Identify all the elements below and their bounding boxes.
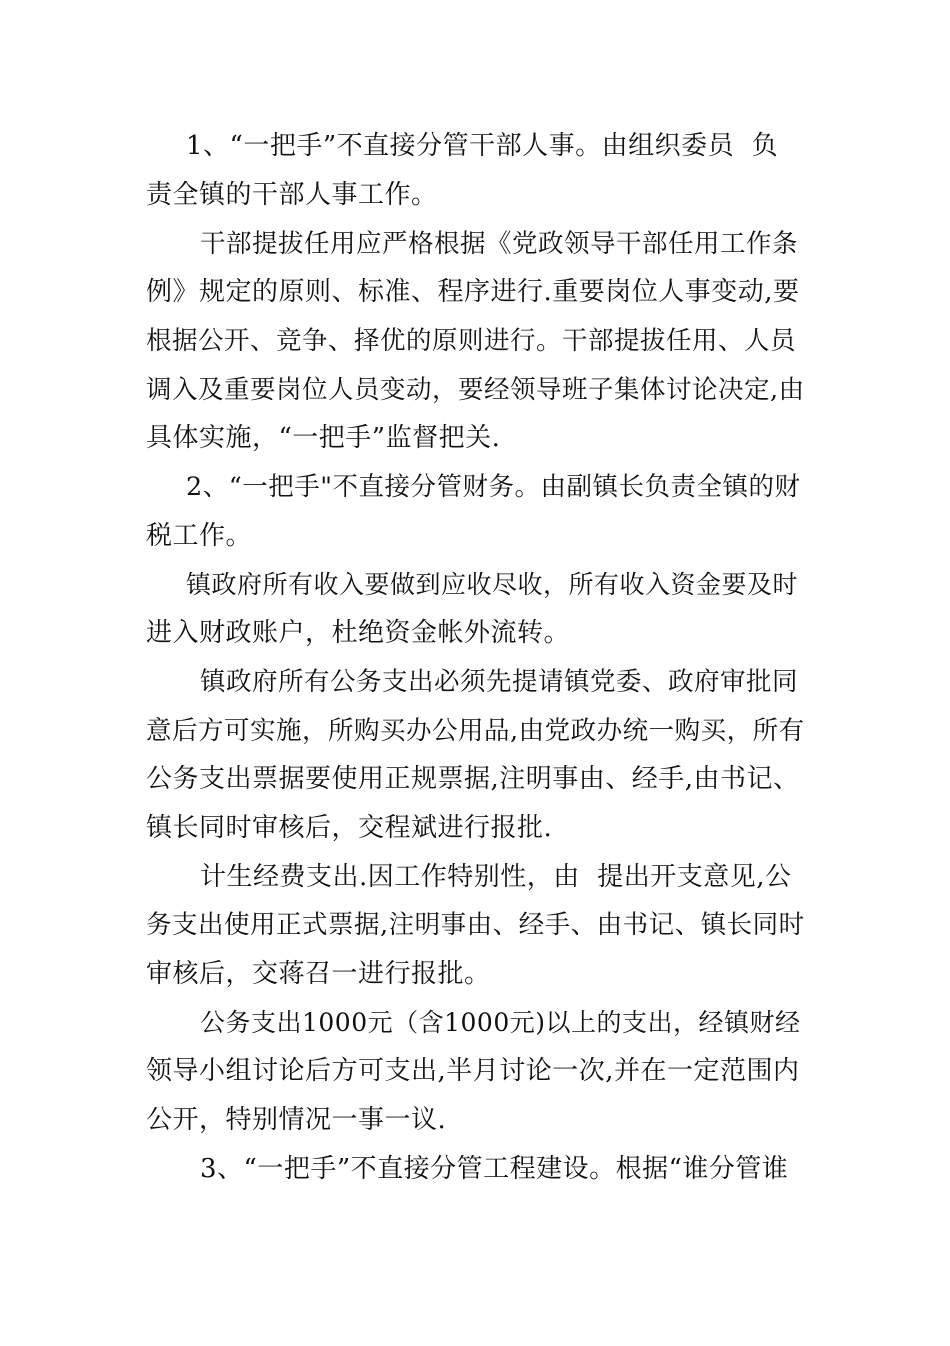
text-line: 进入财政账户，杜绝资金帐外流转。 [146,618,571,648]
text-line: 调入及重要岗位人员变动，要经领导班子集体讨论决定,由 [146,375,805,405]
text-line: 2、“一把手"不直接分管财务。由副镇长负责全镇的财 [186,472,801,502]
text-line: 具体实施，“一把手”监督把关. [146,423,501,453]
text-line: 计生经费支出.因工作特别性，由 提出开支意见,公 [200,862,792,892]
text-line: 公开，特别情况一事一议. [146,1105,447,1135]
text-line: 责全镇的干部人事工作。 [146,180,438,210]
text-line: 意后方可实施，所购买办公用品,由党政办统一购买，所有 [146,716,805,746]
text-line: 干部提拔任用应严格根据《党政领导干部任用工作条 [200,229,799,259]
text-line: 例》规定的原则、标准、程序进行.重要岗位人事变动,要 [146,277,800,307]
text-line: 领导小组讨论后方可支出,半月讨论一次,并在一定范围内 [146,1056,800,1086]
text-line: 镇政府所有公务支出必须先提请镇党委、政府审批同 [200,667,799,697]
text-line: 务支出使用正式票据,注明事由、经手、由书记、镇长同时 [146,910,805,940]
text-line: 镇政府所有收入要做到应收尽收，所有收入资金要及时 [186,570,799,599]
text-line: 审核后，交蒋召一进行报批。 [146,959,491,989]
text-line: 1、“一把手”不直接分管干部人事。由组织委员 负 [186,131,779,161]
text-line: 根据公开、竞争、择优的原则进行。干部提拔任用、人员 [146,326,797,356]
text-line: 镇长同时审核后，交程斌进行报批. [146,813,553,843]
text-line: 公务支出票据要使用正规票据,注明事由、经手,由书记、 [146,764,800,794]
text-line: 3、“一把手”不直接分管工程建设。根据“谁分管谁 [200,1154,789,1184]
text-line: 公务支出1000元（含1000元)以上的支出，经镇财经 [200,1008,801,1037]
text-line: 税工作。 [146,521,253,551]
